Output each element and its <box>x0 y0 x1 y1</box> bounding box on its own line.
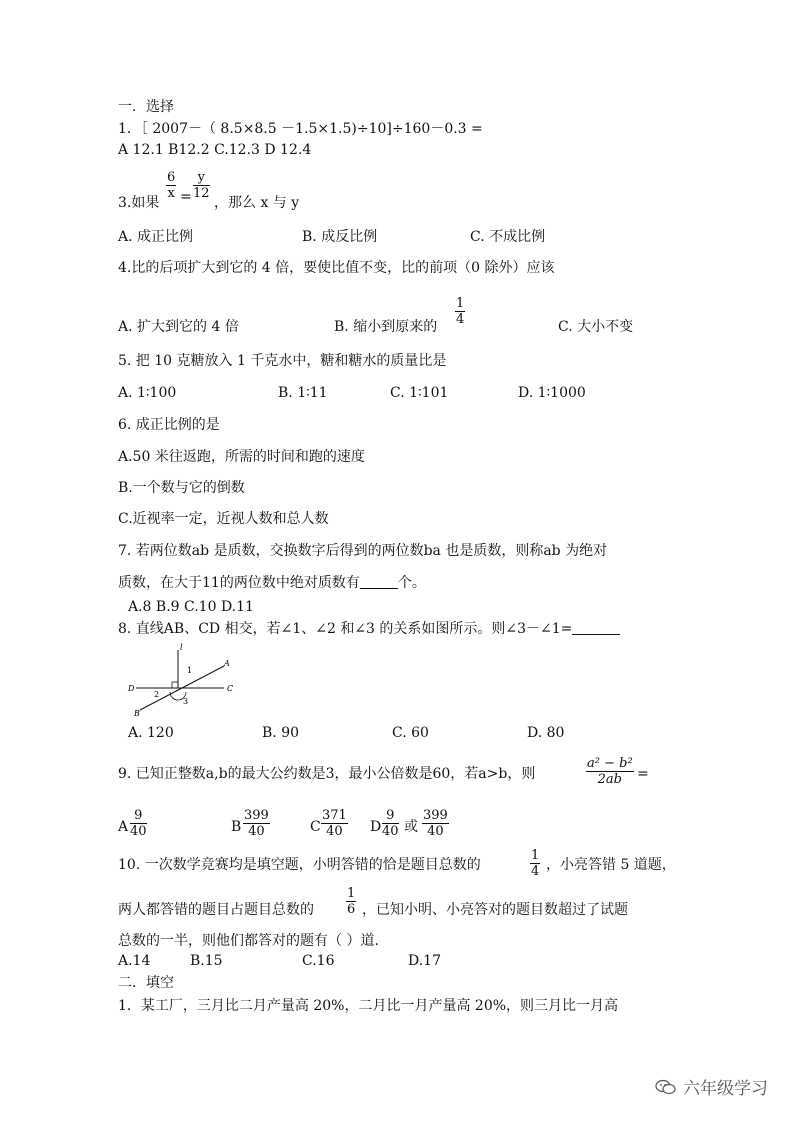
answer-blank <box>360 574 398 589</box>
q5-option-c: C. 1∶101 <box>390 385 449 401</box>
q4-frac-num: 1 <box>456 296 465 311</box>
q3-frac-left <box>166 170 176 201</box>
frac-den: 40 <box>130 824 147 839</box>
frac-den: 6 <box>347 902 356 917</box>
frac-den: 40 <box>382 824 399 839</box>
q6-text: 6. 成正比例的是 <box>118 417 220 433</box>
q9-option-d-frac2 <box>422 808 449 839</box>
frac-num: 1 <box>347 886 356 901</box>
frac-den: 40 <box>248 824 265 839</box>
q8-option-a: A. 120 <box>128 725 174 741</box>
wechat-icon <box>655 1079 677 1095</box>
q6-option-c: C.近视率一定，近视人数和总人数 <box>118 511 329 527</box>
q6-option-b: B.一个数与它的倒数 <box>118 480 245 496</box>
q9-expr-den: 2ab <box>597 772 622 787</box>
q9-option-c-label: C <box>310 819 321 835</box>
q5-option-d: D. 1∶1000 <box>518 385 586 401</box>
q9-option-d-or: 或 <box>404 819 418 835</box>
section-title-fill: 二．填空 <box>118 975 174 991</box>
q3-option-c: C. 不成比例 <box>470 229 546 245</box>
q8-option-c: C. 60 <box>392 725 429 741</box>
q8-option-b: B. 90 <box>262 725 300 741</box>
q9-text: 9. 已知正整数a,b的最大公约数是3，最小公倍数是60，若a>b，则 <box>118 766 536 782</box>
q10-line1-a: 10. 一次数学竞赛均是填空题，小明答错的恰是题目总数的 <box>118 857 481 873</box>
q10-line1-b: ，小亮答错 5 道题， <box>546 857 676 873</box>
q4-text: 4.比的后项扩大到它的 4 倍，要使比值不变，比的前项（0 除外）应该 <box>118 260 555 276</box>
watermark <box>655 1074 768 1099</box>
q10-option-c: C.16 <box>302 953 335 969</box>
fig-label-1: 1 <box>187 666 193 675</box>
q1-options: A 12.1 B12.2 C.12.3 D 12.4 <box>118 142 312 158</box>
q3-equals: = <box>180 189 192 205</box>
frac-num: 9 <box>130 808 147 824</box>
frac-den: 4 <box>531 864 540 879</box>
q3-suffix: ，那么 x 与 y <box>214 195 300 211</box>
frac-num: 399 <box>423 808 448 823</box>
q3-frac-right-den: 12 <box>193 186 210 201</box>
q5-option-a: A. 1∶100 <box>118 385 177 401</box>
q9-eq: = <box>637 766 649 782</box>
q4-frac <box>455 296 465 327</box>
q5-option-b: B. 1∶11 <box>278 385 328 401</box>
intersecting-lines-figure <box>124 640 244 720</box>
q4-option-b: B. 缩小到原来的 <box>334 319 438 335</box>
q7-options: A.8 B.9 C.10 D.11 <box>128 599 254 615</box>
frac-num: 371 <box>322 808 347 823</box>
q4-frac-den: 4 <box>456 312 465 327</box>
q7-line2-b: 个。 <box>397 575 426 591</box>
frac-den: 40 <box>326 824 343 839</box>
q10-option-d: D.17 <box>408 953 441 969</box>
q3-frac-left-num: 6 <box>167 170 176 185</box>
q8-text-body: 8. 直线AB、CD 相交，若∠1、∠2 和∠3 的关系如图所示。则∠3－∠1= <box>118 621 573 637</box>
q10-line3: 总数的一半，则他们都答对的题有（ ）道. <box>118 933 379 949</box>
q3-frac-right <box>193 170 210 201</box>
q10-frac2 <box>346 886 356 917</box>
q8-option-d: D. 80 <box>527 725 565 741</box>
q3-option-a: A. 成正比例 <box>118 229 194 245</box>
q9-expr-num: a² − b² <box>587 756 633 771</box>
fig-label-B: B <box>134 709 140 718</box>
frac-num: 9 <box>382 808 399 824</box>
q9-option-a-frac <box>130 808 147 839</box>
q9-expr <box>586 756 634 787</box>
q4-option-c: C. 大小不变 <box>558 319 634 335</box>
q3-prefix: 3.如果 <box>118 195 160 211</box>
fig-label-l: l <box>180 643 183 652</box>
q7-line2-a: 质数，在大于11的两位数中绝对质数有 <box>118 575 360 591</box>
fig-label-3: 3 <box>183 697 189 706</box>
q7-line2 <box>118 574 426 592</box>
answer-blank <box>572 620 620 635</box>
q3-frac-right-num: y <box>193 170 210 186</box>
q4-option-a: A. 扩大到它的 4 倍 <box>118 319 239 335</box>
q3-frac-left-den: x <box>167 186 175 201</box>
frac-num: 399 <box>244 808 269 823</box>
q7-line1: 7. 若两位数ab 是质数，交换数字后得到的两位数ba 也是质数，则称ab 为绝对 <box>118 543 608 559</box>
right-angle-mark <box>172 682 178 688</box>
q10-option-b: B.15 <box>190 953 223 969</box>
q9-option-d-label: D <box>370 819 382 835</box>
q1-text: 1．［ 2007－（ 8.5×8.5 －1.5×1.5)÷10]÷160－0.3 = <box>118 121 483 137</box>
q9-option-a-label: A <box>118 819 129 835</box>
watermark-text: 六年级学习 <box>683 1079 768 1099</box>
frac-den: 40 <box>427 824 444 839</box>
q10-line2-a: 两人都答错的题目占题目总数的 <box>118 902 314 918</box>
q8-text <box>118 620 620 638</box>
q10-line2-b: ，已知小明、小亮答对的题目数超过了试题 <box>362 902 628 918</box>
fig-label-2: 2 <box>154 690 160 699</box>
q9-option-c-frac <box>321 808 348 839</box>
fig-label-D: D <box>128 684 135 693</box>
q9-option-d-frac1 <box>382 808 399 839</box>
q5-text: 5. 把 10 克糖放入 1 千克水中，糖和糖水的质量比是 <box>118 353 447 369</box>
q9-option-b-frac <box>243 808 270 839</box>
section-title-choice: 一．选择 <box>118 99 174 115</box>
frac-num: 1 <box>531 848 540 863</box>
fig-label-C: C <box>227 684 234 693</box>
fill-q1-text: 1．某工厂，三月比二月产量高 20%，二月比一月产量高 20%，则三月比一月高 <box>118 998 619 1014</box>
q10-frac1 <box>530 848 540 879</box>
fig-label-A: A <box>224 659 230 668</box>
q3-option-b: B. 成反比例 <box>302 229 378 245</box>
q10-option-a: A.14 <box>118 953 151 969</box>
q6-option-a: A.50 米往返跑，所需的时间和跑的速度 <box>118 449 365 465</box>
q9-option-b-label: B <box>231 819 242 835</box>
